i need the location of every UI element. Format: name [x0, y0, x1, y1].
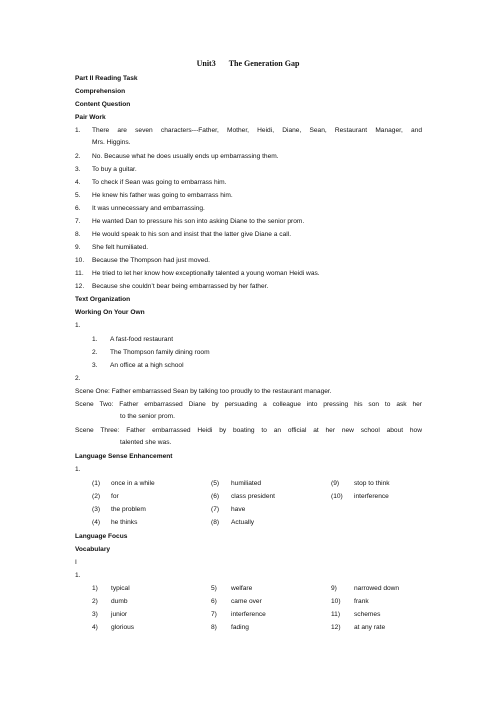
pair-item-text: No. Because what he does usually ends up embarrassing them. — [92, 153, 279, 160]
scene-line: Scene Three: Father embarrassed Heidi by boating to an official at her new school about how — [75, 427, 422, 434]
pair-item-text: He would speak to his son and insist that the latter give Diane a call. — [92, 231, 292, 238]
page-title — [0, 59, 496, 68]
vocab-item-num: 9) — [331, 585, 337, 592]
scene-line: Scene One: Father embarrassed Sean by talking too proudly to the restaurant manager. — [75, 388, 332, 395]
vocab-item-word: narrowed down — [354, 585, 400, 592]
roman-numeral-one: I — [75, 559, 77, 566]
org-item-text: An office at a high school — [110, 362, 184, 369]
vocab-item-word: came over — [231, 598, 262, 605]
lse-item-num: (6) — [211, 493, 220, 500]
heading-pair-work: Pair Work — [75, 114, 106, 121]
vocab-item-word: schemes — [354, 611, 381, 618]
pair-item-text: It was unnecessary and embarrassing. — [92, 205, 205, 212]
heading-comprehension: Comprehension — [75, 88, 126, 95]
org-number-1: 1. — [75, 322, 81, 329]
pair-item-num: 4. — [75, 179, 81, 186]
pair-item-num: 12. — [75, 283, 85, 290]
lse-item-word: for — [111, 493, 119, 500]
lse-item-num: (7) — [211, 506, 220, 513]
vocab-item-num: 2) — [92, 598, 98, 605]
vocab-item-word: junior — [111, 611, 128, 618]
vocab-item-word: fading — [231, 624, 249, 631]
org-item-text: A fast-food restaurant — [110, 336, 174, 343]
org-number-2: 2. — [75, 375, 81, 382]
pair-item-text: There are seven characters---Father, Mother, Heidi, Diane, Sean, Restaurant Manager, and — [92, 127, 422, 134]
org-item-text: The Thompson family dining room — [110, 349, 210, 356]
pair-item-text: Because she couldn’t bear being embarrassed by her father. — [92, 283, 269, 290]
vocab-item-word: typical — [111, 585, 130, 592]
scene-line: to the senior prom. — [120, 413, 175, 420]
vocab-item-num: 5) — [211, 585, 217, 592]
lse-item-num: (4) — [92, 519, 101, 526]
lse-item-num: (8) — [211, 519, 220, 526]
vocab-item-num: 4) — [92, 624, 98, 631]
lse-item-num: (2) — [92, 493, 101, 500]
lse-item-num: (3) — [92, 506, 101, 513]
pair-item-num: 5. — [75, 192, 81, 199]
pair-item-text: Because the Thompson had just moved. — [92, 257, 210, 264]
lse-item-word: class president — [231, 493, 275, 500]
org-item-num: 2. — [92, 349, 98, 356]
scene-line: talented she was. — [120, 439, 172, 446]
pair-item-num: 2. — [75, 153, 81, 160]
vocab-item-word: dumb — [111, 598, 128, 605]
heading-content-question: Content Question — [75, 101, 131, 108]
org-item-num: 1. — [92, 336, 98, 343]
vocab-item-word: interference — [231, 611, 266, 618]
vocab-item-num: 10) — [331, 598, 341, 605]
vocab-item-word: at any rate — [354, 624, 386, 631]
heading-part: Part II Reading Task — [75, 75, 138, 82]
heading-vocabulary: Vocabulary — [75, 546, 111, 553]
vocab-item-num: 1) — [92, 585, 98, 592]
pair-item-num: 1. — [75, 127, 81, 134]
pair-item-num: 7. — [75, 218, 81, 225]
lse-item-word: stop to think — [354, 480, 390, 487]
lse-item-word: Actually — [231, 519, 255, 526]
heading-working-on-own: Working On Your Own — [75, 309, 145, 316]
scene-line: Scene Two: Father embarrassed Diane by persuading a colleague into pressing his son to ask her — [75, 401, 422, 408]
lse-item-word: the problem — [111, 506, 146, 513]
heading-language-sense: Language Sense Enhancement — [75, 453, 173, 460]
lse-item-word: humiliated — [231, 480, 262, 487]
pair-item-text: He tried to let her know how exceptionally talented a young woman Heidi was. — [92, 270, 320, 277]
lse-item-word: have — [231, 506, 246, 513]
vocab-item-word: frank — [354, 598, 369, 605]
lse-item-word: interference — [354, 493, 389, 500]
lse-item-word: he thinks — [111, 519, 138, 526]
vocab-item-num: 7) — [211, 611, 217, 618]
heading-language-focus: Language Focus — [75, 533, 128, 540]
unit-name: The Generation Gap — [228, 59, 300, 68]
unit-label: Unit3 — [196, 59, 216, 68]
pair-item-num: 8. — [75, 231, 81, 238]
lse-item-num: (10) — [331, 493, 343, 500]
pair-item-num: 11. — [75, 270, 84, 277]
pair-item-text: He knew his father was going to embarrass him. — [92, 192, 233, 199]
lse-item-word: once in a while — [111, 480, 155, 487]
lse-item-num: (1) — [92, 480, 101, 487]
pair-item-text: To check if Sean was going to embarrass him. — [92, 179, 227, 186]
lse-item-num: (9) — [331, 480, 340, 487]
vocab-item-num: 8) — [211, 624, 217, 631]
vocab-item-num: 6) — [211, 598, 217, 605]
vocab-number: 1. — [75, 572, 81, 579]
pair-item-text: She felt humiliated. — [92, 244, 149, 251]
pair-item-text: Mrs. Higgins. — [92, 139, 131, 146]
vocab-item-num: 3) — [92, 611, 98, 618]
vocab-item-num: 11) — [331, 611, 341, 618]
vocab-item-word: glorious — [111, 624, 135, 631]
vocab-item-num: 12) — [331, 624, 341, 631]
pair-item-text: He wanted Dan to pressure his son into asking Diane to the senior prom. — [92, 218, 305, 225]
org-item-num: 3. — [92, 362, 98, 369]
heading-text-organization: Text Organization — [75, 296, 131, 303]
lse-item-num: (5) — [211, 480, 220, 487]
pair-item-text: To buy a guitar. — [92, 166, 137, 173]
pair-item-num: 6. — [75, 205, 81, 212]
pair-item-num: 9. — [75, 244, 81, 251]
lse-number: 1. — [75, 466, 81, 473]
pair-item-num: 3. — [75, 166, 81, 173]
vocab-item-word: welfare — [231, 585, 253, 592]
pair-item-num: 10. — [75, 257, 85, 264]
